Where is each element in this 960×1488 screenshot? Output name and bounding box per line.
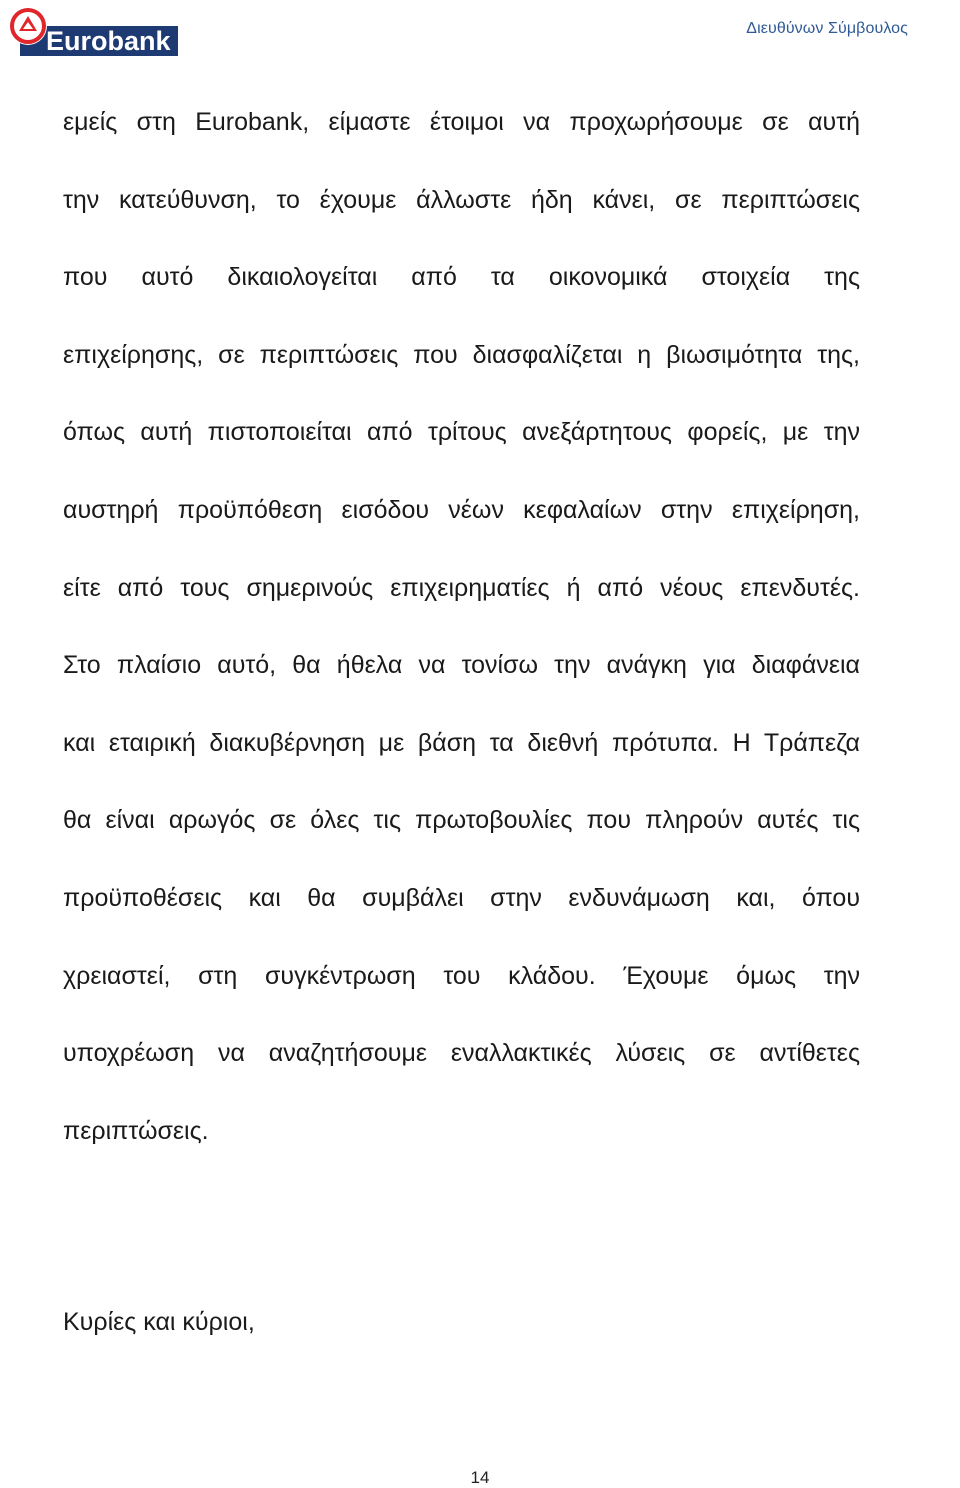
paragraph-line: και εταιρική διακυβέρνηση με βάση τα διεθνή πρότυπα. Η Τράπεζα	[63, 728, 860, 757]
paragraph-line: προϋποθέσεις και θα συμβάλει στην ενδυνάμωση και, όπου	[63, 883, 860, 912]
paragraph-line: επιχείρησης, σε περιπτώσεις που διασφαλίζεται η βιωσιμότητα της,	[63, 340, 860, 369]
paragraph-line: όπως αυτή πιστοποιείται από τρίτους ανεξάρτητους φορείς, με την	[63, 418, 860, 447]
greeting-text: Κυρίες και κύριοι,	[63, 1308, 255, 1336]
paragraph-line: περιπτώσεις.	[63, 1116, 209, 1145]
paragraph-line: υποχρέωση να αναζητήσουμε εναλλακτικές λύσεις σε αντίθετες	[63, 1039, 860, 1068]
paragraph-line: αυστηρή προϋπόθεση εισόδου νέων κεφαλαίων στην επιχείρηση,	[63, 495, 860, 524]
paragraph-line: εμείς στη Eurobank, είμαστε έτοιμοι να προχωρήσουμε σε αυτή	[63, 108, 860, 136]
eurobank-logo	[6, 6, 178, 58]
paragraph-line: που αυτό δικαιολογείται από τα οικονομικά στοιχεία της	[63, 263, 860, 292]
paragraph-line: χρειαστεί, στη συγκέντρωση του κλάδου. Έχουμε όμως την	[63, 961, 860, 990]
paragraph-line: την κατεύθυνση, το έχουμε άλλωστε ήδη κάνει, σε περιπτώσεις	[63, 185, 860, 214]
header-role-title: Διευθύνων Σύμβουλος	[746, 20, 908, 37]
paragraph-line: Στο πλαίσιο αυτό, θα ήθελα να τονίσω την ανάγκη για διαφάνεια	[63, 651, 860, 680]
page-number: 14	[470, 1468, 490, 1487]
logo-wordmark: Eurobank	[46, 26, 171, 56]
paragraph-line: είτε από τους σημερινούς επιχειρηματίες ή από νέους επενδυτές.	[63, 573, 860, 602]
paragraph-line: θα είναι αρωγός σε όλες τις πρωτοβουλίες που πληρούν αυτές τις	[63, 806, 860, 835]
body-paragraph	[63, 102, 860, 1188]
